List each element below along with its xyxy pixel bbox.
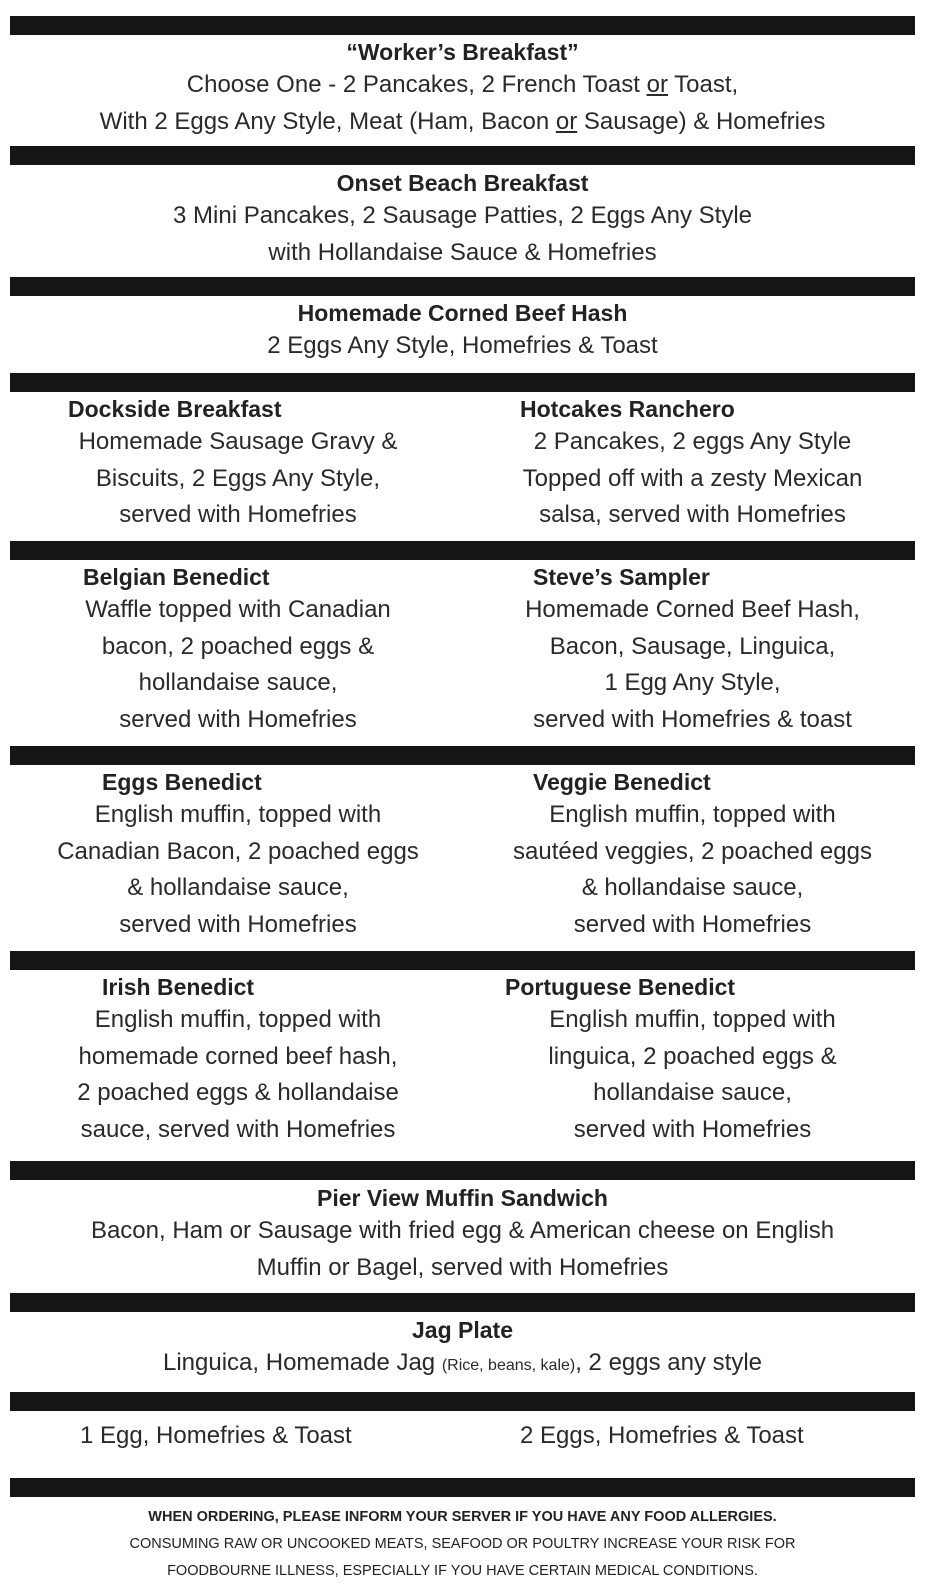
item-description-line: 1 Egg Any Style, <box>604 669 781 696</box>
menu-item-onset-beach-breakfast <box>10 168 915 271</box>
item-description-line: Muffin or Bagel, served with Homefries <box>256 1253 669 1281</box>
divider-bar <box>10 16 915 35</box>
item-title: Steve’s Sampler <box>533 564 710 590</box>
underlined-or: or <box>646 71 668 98</box>
item-description-line: English muffin, topped with <box>94 1006 382 1033</box>
menu-item-hotcakes-ranchero <box>470 394 915 534</box>
menu-item-portuguese-benedict <box>470 972 915 1148</box>
item-description-line: hollandaise sauce, <box>593 1079 792 1106</box>
item-title: Eggs Benedict <box>102 769 262 795</box>
item-title: Homemade Corned Beef Hash <box>297 300 628 326</box>
item-description-line: 2 Pancakes, 2 eggs Any Style <box>533 428 852 455</box>
item-description-line: Canadian Bacon, 2 poached eggs <box>57 837 419 865</box>
item-description-line <box>10 1345 915 1385</box>
item-title: Jag Plate <box>412 1317 513 1343</box>
item-title: “Worker’s Breakfast” <box>346 39 579 65</box>
item-title: Dockside Breakfast <box>68 396 282 422</box>
menu-item-two-egg-plate <box>470 1418 915 1455</box>
item-description-line: English muffin, topped with <box>94 801 382 828</box>
item-description-line: Homemade Corned Beef Hash, <box>525 596 860 623</box>
divider-bar <box>10 277 915 296</box>
divider-bar <box>10 1161 915 1180</box>
item-description-line: Topped off with a zesty Mexican <box>522 464 863 492</box>
item-title: Irish Benedict <box>102 974 255 1000</box>
divider-bar <box>10 951 915 970</box>
menu-item-pier-view-muffin-sandwich <box>10 1183 915 1286</box>
item-description-line: hollandaise sauce, <box>138 669 338 696</box>
text-segment: Toast, <box>667 71 739 98</box>
menu-item-veggie-benedict <box>470 767 915 943</box>
item-title: Pier View Muffin Sandwich <box>317 1185 608 1211</box>
menu-item-workers-breakfast <box>10 37 915 140</box>
item-title: Veggie Benedict <box>533 769 711 795</box>
divider-bar <box>10 146 915 165</box>
notice-line: WHEN ORDERING, PLEASE INFORM YOUR SERVER IF YOU HAVE ANY FOOD ALLERGIES. <box>148 1509 777 1525</box>
item-description-line: bacon, 2 poached eggs & <box>101 632 375 660</box>
menu-item-eggs-benedict <box>18 767 458 943</box>
item-description-line: with Hollandaise Sauce & Homefries <box>268 238 657 266</box>
item-description-line: Bacon, Sausage, Linguica, <box>549 632 836 660</box>
item-description-line <box>10 104 915 141</box>
text-segment: With 2 Eggs Any Style, Meat (Ham, Bacon <box>99 107 556 135</box>
jag-ingredients: (Rice, beans, kale) <box>441 1357 576 1374</box>
item-description-line: sautéed veggies, 2 poached eggs <box>513 837 872 865</box>
divider-bar <box>10 1392 915 1411</box>
divider-bar <box>10 1293 915 1312</box>
item-description-line: Waffle topped with Canadian <box>85 596 391 623</box>
item-description-line: Biscuits, 2 Eggs Any Style, <box>95 464 381 492</box>
item-description-line: served with Homefries <box>119 705 357 733</box>
item-description-line: 2 Eggs Any Style, Homefries & Toast <box>267 332 658 359</box>
item-description-line: sauce, served with Homefries <box>80 1115 396 1143</box>
item-description-line: & hollandaise sauce, <box>127 874 349 901</box>
notice-line: CONSUMING RAW OR UNCOOKED MEATS, SEAFOOD OR POULTRY INCREASE YOUR RISK FOR <box>129 1536 796 1552</box>
divider-bar <box>10 373 915 392</box>
item-description-line: salsa, served with Homefries <box>539 501 846 528</box>
underlined-or: or <box>555 107 578 135</box>
item-description-line: English muffin, topped with <box>549 1006 836 1033</box>
item-description-line: served with Homefries <box>119 501 357 528</box>
item-description-line: & hollandaise sauce, <box>581 874 804 901</box>
notice-line: FOODBOURNE ILLNESS, ESPECIALLY IF YOU HAVE CERTAIN MEDICAL CONDITIONS. <box>167 1563 758 1579</box>
item-title: Hotcakes Ranchero <box>520 396 735 422</box>
allergy-notice <box>10 1504 915 1585</box>
item-description-line: served with Homefries <box>573 910 812 938</box>
item-title: Belgian Benedict <box>83 564 270 590</box>
item-description-line <box>10 67 915 104</box>
item-description-line: linguica, 2 poached eggs & <box>548 1042 837 1070</box>
item-description-line: 1 Egg, Homefries & Toast <box>80 1422 352 1449</box>
item-description-line: English muffin, topped with <box>549 801 836 828</box>
item-description-line: Bacon, Ham or Sausage with fried egg & American cheese on English <box>90 1217 835 1244</box>
item-description-line: 2 Eggs, Homefries & Toast <box>520 1422 804 1449</box>
divider-bar <box>10 1478 915 1497</box>
item-description-line: served with Homefries <box>119 910 357 938</box>
item-description-line: 3 Mini Pancakes, 2 Sausage Patties, 2 Eggs Any Style <box>173 202 752 229</box>
menu-item-belgian-benedict <box>18 562 458 738</box>
menu-item-dockside-breakfast <box>18 394 458 534</box>
item-description-line: served with Homefries <box>573 1115 812 1143</box>
item-title: Onset Beach Breakfast <box>336 170 589 196</box>
divider-bar <box>10 541 915 560</box>
item-description-line: Homemade Sausage Gravy & <box>78 428 398 455</box>
menu-item-steves-sampler <box>470 562 915 738</box>
item-title: Portuguese Benedict <box>505 974 736 1000</box>
text-segment: Sausage) & Homefries <box>577 107 826 135</box>
menu-item-one-egg-plate <box>18 1418 458 1455</box>
item-description-line: served with Homefries & toast <box>533 705 852 733</box>
text-segment: Choose One - 2 Pancakes, 2 French Toast <box>186 71 647 98</box>
item-description-line: homemade corned beef hash, <box>78 1042 398 1070</box>
menu-item-jag-plate <box>10 1315 915 1385</box>
menu-item-irish-benedict <box>18 972 458 1148</box>
menu-item-corned-beef-hash <box>10 298 915 365</box>
text-segment: Linguica, Homemade Jag <box>163 1349 442 1376</box>
divider-bar <box>10 746 915 765</box>
text-segment: , 2 eggs any style <box>575 1349 762 1376</box>
item-description-line: 2 poached eggs & hollandaise <box>77 1079 399 1106</box>
